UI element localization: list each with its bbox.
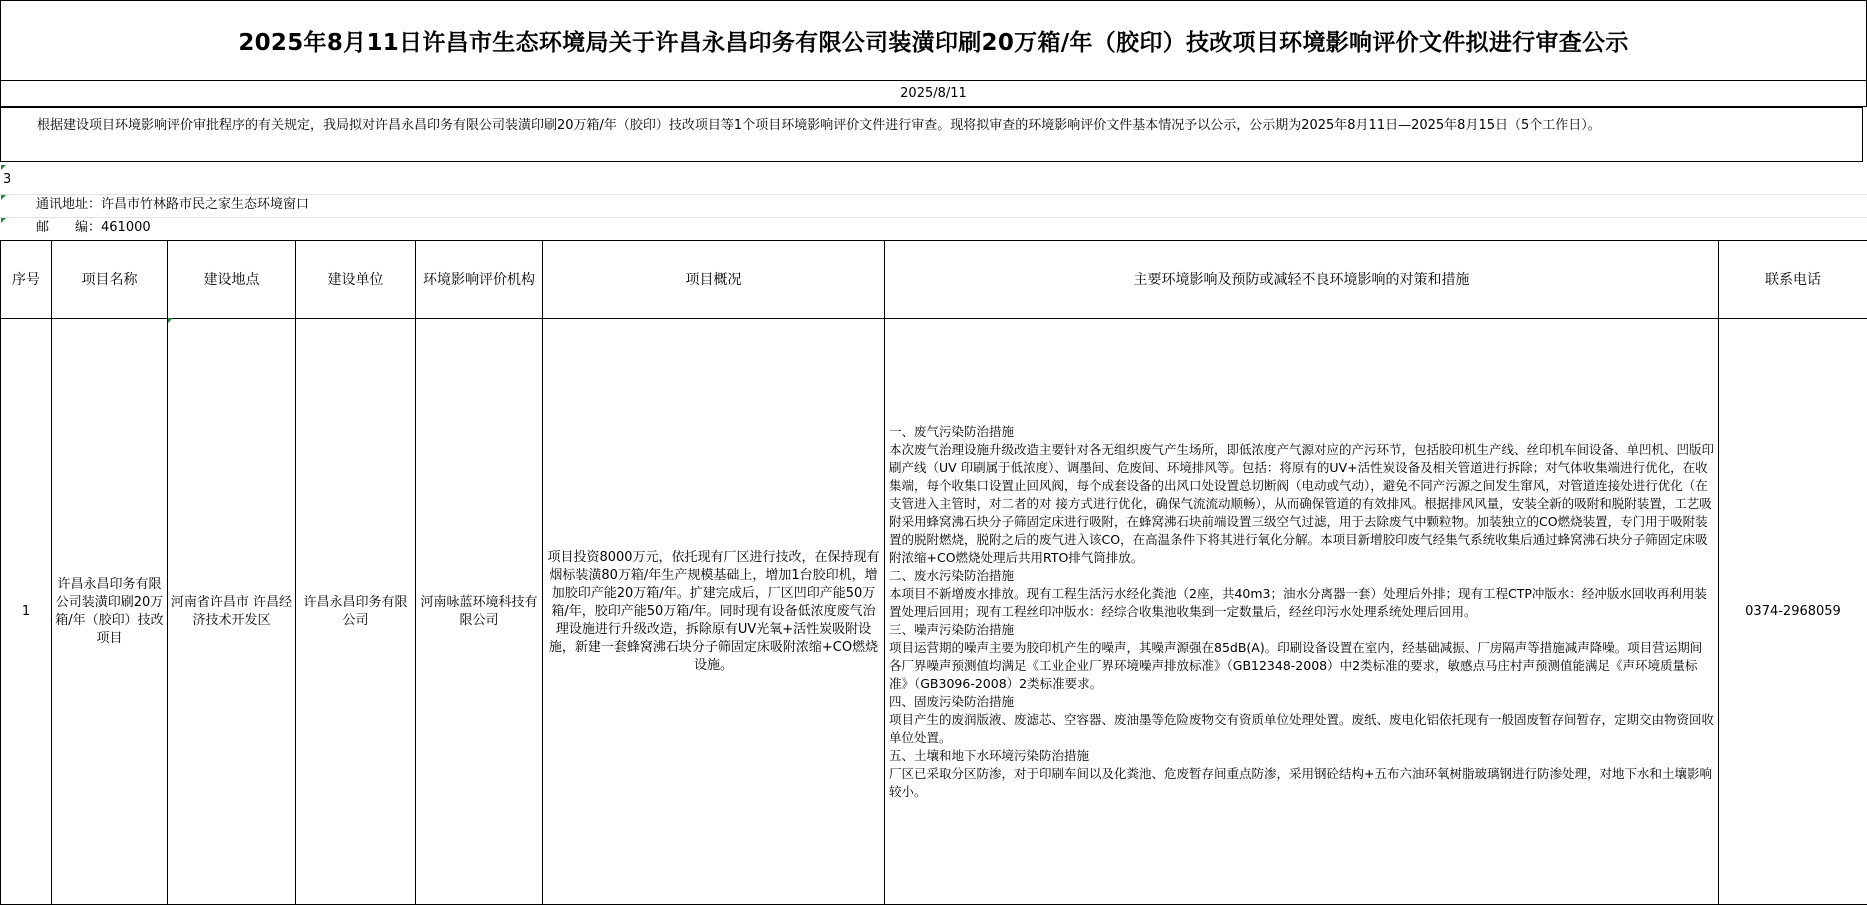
cell-no: 1 (1, 319, 52, 905)
contact-zip: 邮 编：461000 (36, 220, 151, 235)
cell-location: 河南省许昌市 许昌经济技术开发区 (168, 319, 296, 905)
row-number-cell (0, 170, 1867, 190)
header-measures: 主要环境影响及预防或减轻不良环境影响的对策和措施 (885, 241, 1719, 319)
contact-address-row (0, 194, 1867, 215)
cell-comment-marker (1, 218, 6, 223)
title-row (0, 0, 1867, 81)
publish-date: 2025/8/11 (900, 86, 967, 101)
header-overview: 项目概况 (543, 241, 885, 319)
contact-address: 通讯地址：许昌市竹林路市民之家生态环境窗口 (36, 197, 310, 212)
header-eia-org: 环境影响评价机构 (416, 241, 543, 319)
cell-comment-marker (1, 165, 6, 170)
project-table (0, 240, 1867, 905)
page-title: 2025年8月11日许昌市生态环境局关于许昌永昌印务有限公司装潢印刷20万箱/年（胶印）技改项目环境影响评价文件拟进行审查公示 (238, 30, 1629, 56)
cell-unit: 许昌永昌印务有限公司 (296, 319, 416, 905)
cell-overview: 项目投资8000万元，依托现有厂区进行技改，在保持现有烟标装潢80万箱/年生产规模基础上，增加1台胶印机，增加胶印产能20万箱/年。扩建完成后，厂区凹印产能50万箱/年，胶印产能50万箱/年。同时现有设备低浓度废气治理设施进行升级改造，拆除原有UV光氧+活性炭吸附设施，新建一套蜂窝沸石块分子筛固定床吸附浓缩+CO燃烧设施。 (543, 319, 885, 905)
header-no: 序号 (1, 241, 52, 319)
header-project-name: 项目名称 (52, 241, 168, 319)
cell-phone: 0374-2968059 (1719, 319, 1867, 905)
cell-comment-marker (168, 318, 173, 323)
row-number-value: 3 (3, 172, 12, 187)
table-header-row (1, 241, 1867, 319)
date-row (0, 80, 1867, 107)
cell-project-name: 许昌永昌印务有限公司装潢印刷20万箱/年（胶印）技改项目 (52, 319, 168, 905)
header-phone: 联系电话 (1719, 241, 1867, 319)
header-unit: 建设单位 (296, 241, 416, 319)
cell-eia-org: 河南咏蓝环境科技有限公司 (416, 319, 543, 905)
header-location: 建设地点 (168, 241, 296, 319)
intro-paragraph: 根据建设项目环境影响评价审批程序的有关规定，我局拟对许昌永昌印务有限公司装潢印刷20万箱/年（胶印）技改项目等1个项目环境影响评价文件进行审查。现将拟审查的环境影响评价文件基本情况予以公示，公示期为2025年8月11日—2025年8月15日（5个工作日）。 (0, 107, 1863, 162)
contact-zip-row (0, 217, 1867, 238)
cell-measures: 一、废气污染防治措施 本次废气治理设施升级改造主要针对各无组织废气产生场所，即低浓度产气源对应的产污环节，包括胶印机生产线、丝印机车间设备、单凹机、凹版印刷产线（UV 印刷属于低浓度）、调墨间、危废间、环境排风等。包括：将原有的UV+活性炭设备及相关管道进行拆除；对气体收集端进行优化，在收集端，每个收集口设置止回风阀，每个成套设备的出风口处设置总切断阀（电动或气动），避免不同产污源之间发生窜风，对管道连接处进行优化（在支管进入主管时，对二者的对 接方式进行优化，确保气流流动顺畅），从而确保管道的有效排风。根据排风风量，安装全新的吸附和脱附装置，工艺吸附采用蜂窝沸石块分子筛固定床进行吸附，在蜂窝沸石块前端设置三级空气过滤，用于去除废气中颗粒物。加装独立的CO燃烧装置，专门用于吸附装置的脱附燃烧，脱附之后的废气进入该CO，在高温条件下将其进行氧化分解。本项目新增胶印废气经集气系统收集后通过蜂窝沸石块分子筛固定床吸附浓缩+CO燃烧处理后共用RTO排气筒排放。 二、废水污染防治措施 本项目不新增废水排放。现有工程生活污水经化粪池（2座，共40m3；油水分离器一套）处理后外排；现有工程CTP冲版水：经冲版水回收再利用装置处理后回用；现有工程丝印冲版水：经综合收集池收集到一定数量后，经丝印污水处理系统处理后回用。 三、噪声污染防治措施 项目运营期的噪声主要为胶印机产生的噪声，其噪声源强在85dB(A)。印刷设备设置在室内，经基础减振、厂房隔声等措施减声降噪。项目营运期间各厂界噪声预测值均满足《工业企业厂界环境噪声排放标准》（GB12348-2008）中2类标准的要求，敏感点马庄村声预测值能满足《声环境质量标准》（GB3096-2008）2类标准要求。 四、固废污染防治措施 项目产生的废润版液、废滤芯、空容器、废油墨等危险废物交有资质单位处理处置。废纸、废电化铝依托现有一般固废暂存间暂存，定期交由物资回收单位处置。 五、土壤和地下水环境污染防治措施 厂区已采取分区防渗，对于印刷车间以及化粪池、危废暂存间重点防渗，采用钢砼结构+五布六油环氧树脂玻璃钢进行防渗处理，对地下水和土壤影响较小。 (885, 319, 1719, 905)
cell-comment-marker (1, 195, 6, 200)
table-row (1, 319, 1867, 905)
